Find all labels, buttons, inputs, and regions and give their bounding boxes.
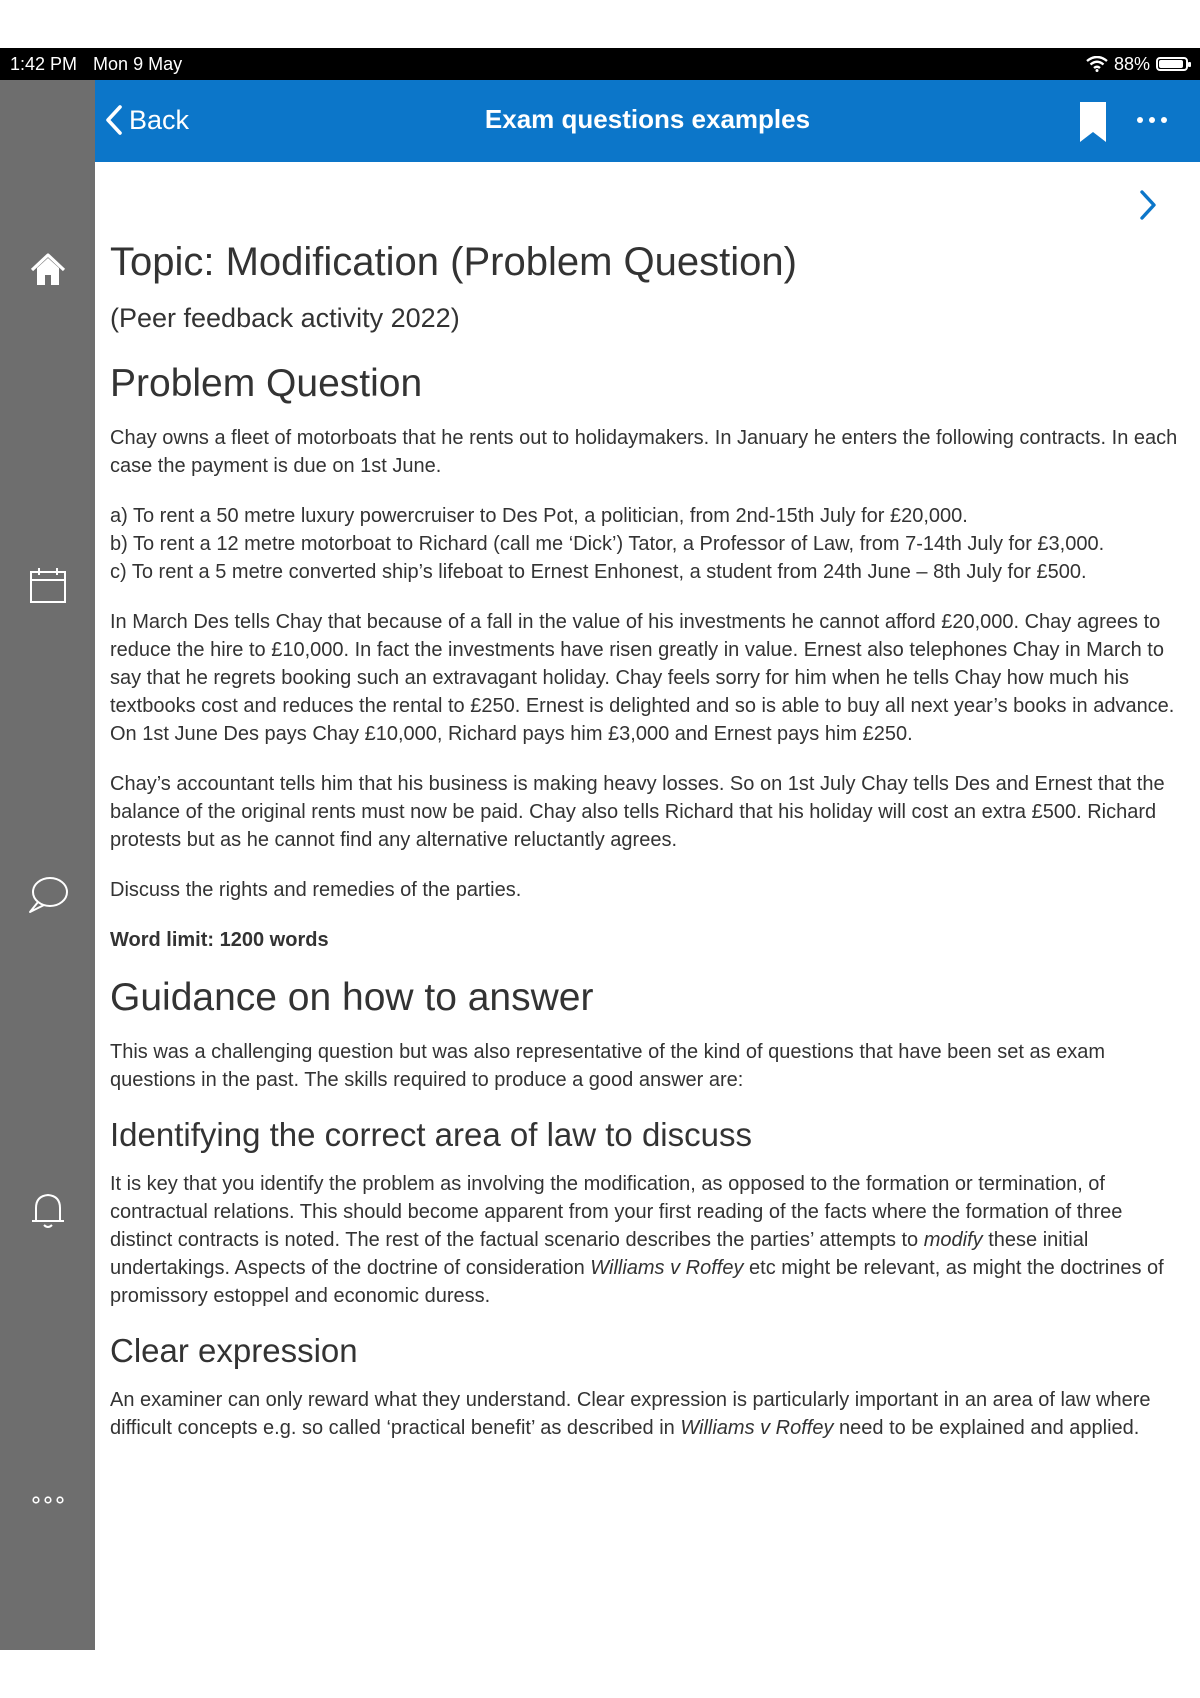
page-title: Exam questions examples — [484, 104, 811, 134]
calendar-icon[interactable] — [0, 555, 95, 615]
identify-text: etc might be relevant, as might the doctrines of promissory estoppel and economic duress. — [110, 1257, 1164, 1307]
discuss-paragraph: Discuss the rights and remedies of the parties. — [110, 879, 522, 901]
status-bar — [0, 48, 1200, 80]
intro-paragraph: Chay owns a fleet of motorboats that he rents out to holidaymakers. In January he enters the following contracts. In each case the payment is due on 1st June. — [110, 427, 1178, 477]
clear-text: An examiner can only reward what they understand. Clear expression is particularly important in an area of law where difficult concepts e.g. so called ‘practical benefit’ as described in — [110, 1389, 1151, 1439]
accountant-paragraph: Chay’s accountant tells him that his business is making heavy losses. So on 1st July Chay tells Des and Ernest that the balance of the original rents must now be paid. Chay also tells Richard that his holiday will cost an extra £500. Richard protests but as he cannot find any alternative reluctantly agrees. — [110, 773, 1165, 851]
subtitle: (Peer feedback activity 2022) — [110, 303, 460, 333]
case-name: Williams v Roffey — [590, 1257, 744, 1279]
next-page-button[interactable] — [1138, 188, 1158, 227]
march-paragraph: In March Des tells Chay that because of a fall in the value of his investments he cannot afford £20,000. Chay agrees to reduce the hire to £10,000. In fact the investments have risen greatly in value. Ernest also telephones Chay in March to say that he regrets booking such an extravagant holiday. Chay feels sorry for him when he tells Chay how much his textbooks cost and reduces the rental to £250. Ernest is delighted and so is able to buy all next year’s books in advance. On 1st June Des pays Chay £10,000, Richard pays him £3,000 and Ernest pays him £250. — [110, 611, 1175, 745]
battery-icon — [1156, 57, 1188, 71]
topic-title: Topic: Modification (Problem Question) — [110, 240, 797, 284]
more-icon[interactable] — [0, 1470, 95, 1530]
more-options-icon[interactable] — [1135, 112, 1169, 130]
word-limit: Word limit: 1200 words — [110, 929, 329, 951]
battery-percent: 88% — [1113, 53, 1150, 74]
home-icon[interactable] — [0, 240, 95, 300]
status-right — [1086, 54, 1188, 75]
clear-text: need to be explained and applied. — [833, 1417, 1140, 1439]
wifi-icon — [1086, 56, 1108, 72]
clear-expression-paragraph — [110, 1386, 1185, 1442]
status-time: 1:42 PM — [10, 53, 78, 74]
problem-heading: Problem Question — [110, 362, 423, 405]
contract-item-a: a) To rent a 50 metre luxury powercruiser to Des Pot, a politician, from 2nd-15th July for £20,000. — [110, 505, 968, 527]
guidance-intro: This was a challenging question but was also representative of the kind of questions that have been set as exam questions in the past. The skills required to produce a good answer are: — [110, 1041, 1106, 1091]
identify-text: these initial undertakings. Aspects of the doctrine of consideration — [110, 1229, 1089, 1279]
sidebar — [0, 80, 95, 1650]
bookmark-icon[interactable] — [1080, 102, 1106, 147]
identify-emphasis: modify — [923, 1229, 983, 1251]
case-name: Williams v Roffey — [680, 1417, 834, 1439]
contract-item-c: c) To rent a 5 metre converted ship’s lifeboat to Ernest Enhonest, a student from 24th June – 8th July for £500. — [110, 561, 1087, 583]
identify-paragraph — [110, 1170, 1185, 1310]
back-label: Back — [129, 104, 190, 135]
identify-text: It is key that you identify the problem as involving the modification, as opposed to the formation or termination, of contractual relations. This should become apparent from your first reading of the facts where the formation of three distinct contracts is noted. The rest of the factual scenario describes the parties’ attempts to — [110, 1173, 1123, 1251]
clear-expression-heading: Clear expression — [110, 1332, 358, 1369]
contract-list — [110, 502, 1185, 586]
status-date: Mon 9 May — [93, 53, 183, 74]
chat-icon[interactable] — [0, 865, 95, 925]
bottom-strip — [0, 1650, 1200, 1698]
chevron-right-icon — [1138, 188, 1158, 222]
bell-icon[interactable] — [0, 1180, 95, 1240]
identify-heading: Identifying the correct area of law to discuss — [110, 1116, 752, 1153]
article-content — [110, 240, 1185, 1464]
top-bar — [95, 80, 1200, 162]
guidance-heading: Guidance on how to answer — [110, 976, 594, 1019]
contract-item-b: b) To rent a 12 metre motorboat to Richard (call me ‘Dick’) Tator, a Professor of Law, from 7-14th July for £3,000. — [110, 533, 1105, 555]
